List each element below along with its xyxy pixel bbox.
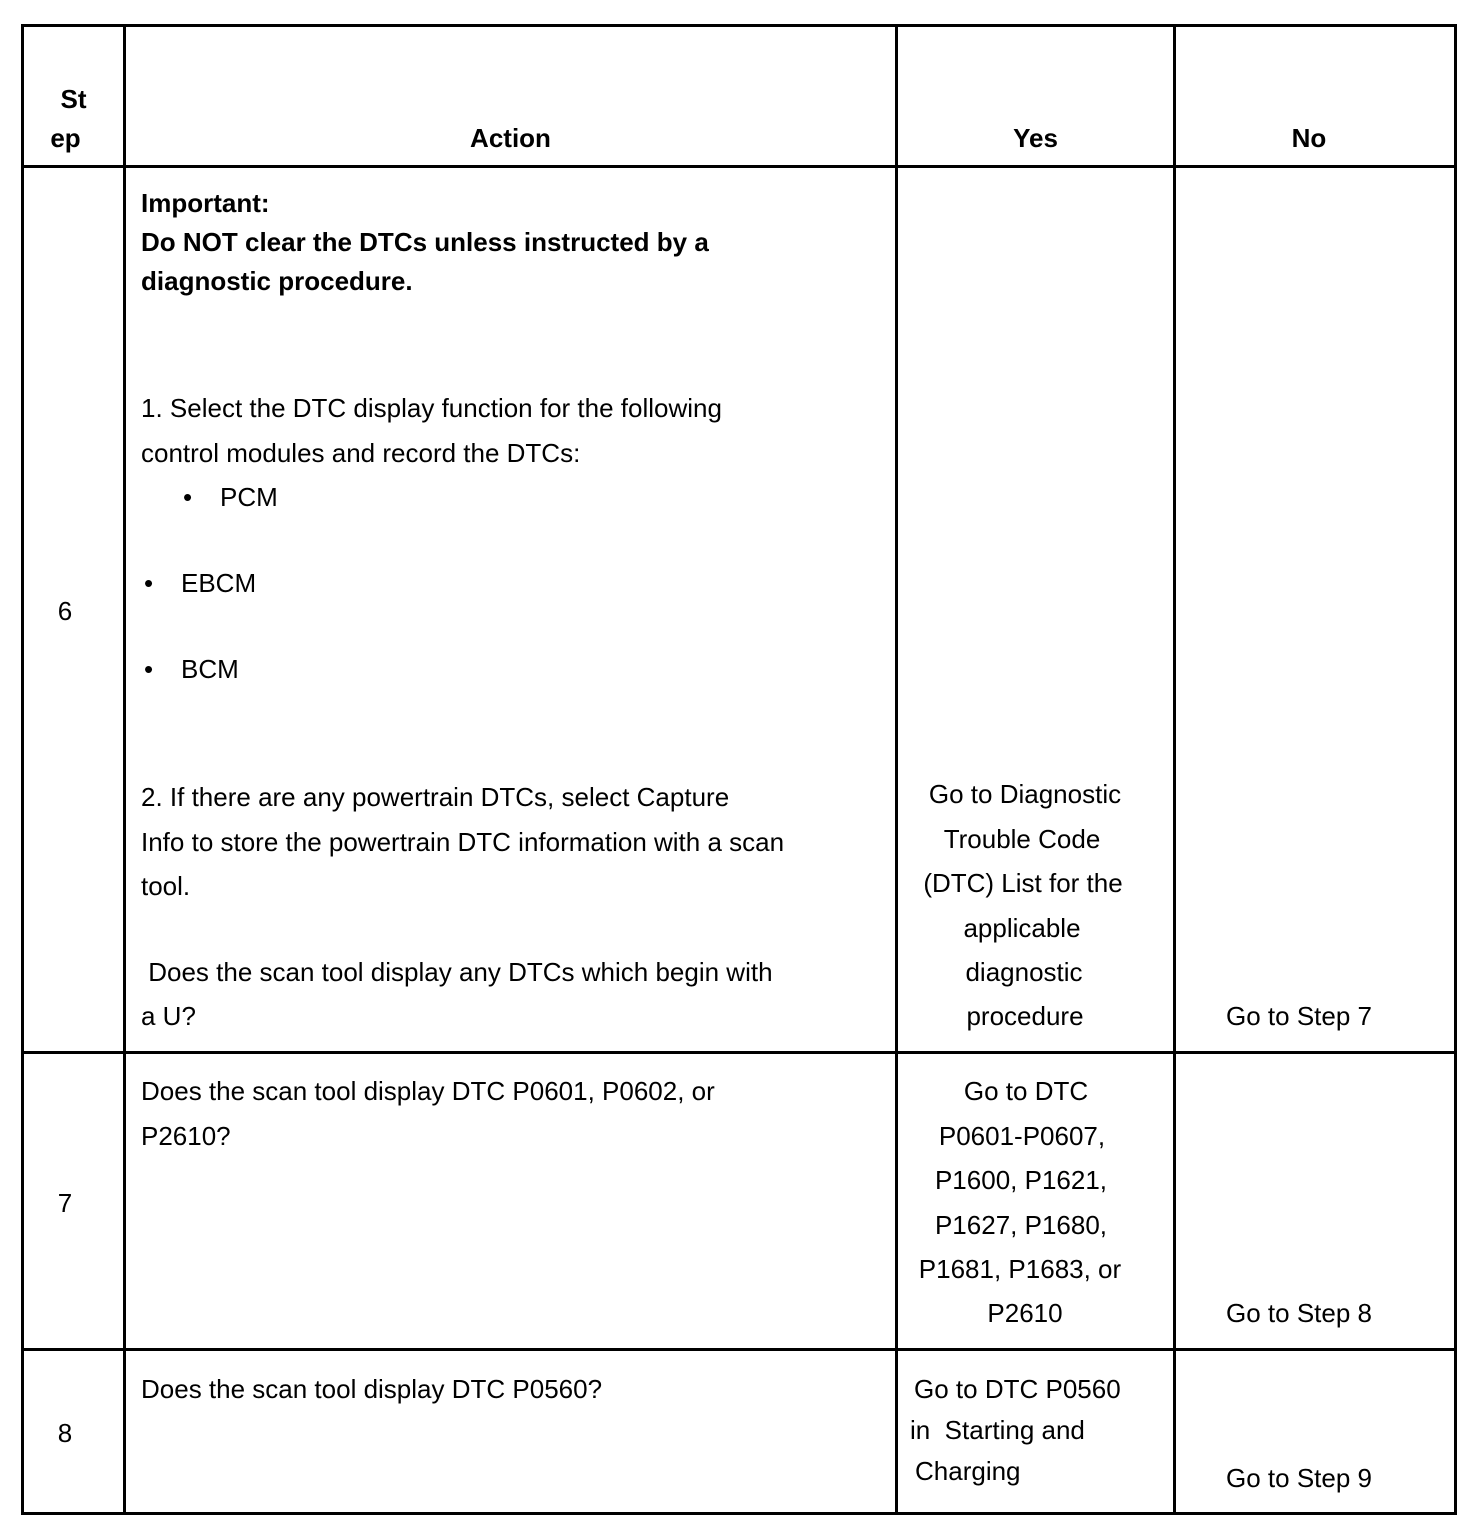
item1-line2: control modules and record the DTCs: <box>141 438 581 468</box>
yes-7-line6: P2610 <box>987 1298 1063 1328</box>
yes-7-line3: P1600, P1621, <box>934 1165 1108 1195</box>
row-divider-7 <box>21 1348 1457 1351</box>
row-divider-6 <box>21 1051 1457 1054</box>
yes-7-line5: P1681, P1683, or <box>918 1254 1122 1284</box>
important-text-line2: diagnostic procedure. <box>141 266 413 296</box>
question-6-line1: Does the scan tool display any DTCs which begin with <box>141 957 773 987</box>
yes-8-line1: Go to DTC P0560 <box>914 1374 1121 1404</box>
header-action: Action <box>470 123 551 153</box>
row-divider-header <box>21 165 1457 168</box>
item2-line3: tool. <box>141 871 191 901</box>
question-7-line1: Does the scan tool display DTC P0601, P0602, or <box>141 1076 715 1106</box>
question-7-line2: P2610? <box>141 1121 231 1151</box>
yes-6-line4: applicable <box>963 913 1081 943</box>
bullet-pcm: PCM <box>220 482 278 512</box>
item1-line1: 1. Select the DTC display function for the following <box>141 393 722 423</box>
header-step-line1: St <box>60 84 87 114</box>
col-divider-step <box>123 24 126 1515</box>
header-yes: Yes <box>1013 123 1058 153</box>
bullet-dot-pcm: • <box>183 482 193 512</box>
important-label: Important: <box>141 188 270 218</box>
step-number-6: 6 <box>57 596 73 626</box>
bullet-dot-bcm: • <box>144 654 154 684</box>
header-no: No <box>1291 123 1327 153</box>
yes-7-line2: P0601-P0607, <box>938 1121 1106 1151</box>
important-text-line1: Do NOT clear the DTCs unless instructed by a <box>141 227 709 257</box>
item2-line2: Info to store the powertrain DTC information with a scan <box>141 827 785 857</box>
question-6-line2: a U? <box>141 1001 196 1031</box>
header-step-line2: ep <box>50 123 81 153</box>
bullet-ebcm: EBCM <box>181 568 257 598</box>
yes-6-line1: Go to Diagnostic <box>928 779 1122 809</box>
yes-8-line3: Charging <box>915 1456 1021 1486</box>
question-8: Does the scan tool display DTC P0560? <box>141 1374 603 1404</box>
yes-7-line4: P1627, P1680, <box>934 1210 1108 1240</box>
step-number-8: 8 <box>57 1418 73 1448</box>
no-6: Go to Step 7 <box>1226 1001 1372 1031</box>
step-number-7: 7 <box>57 1188 73 1218</box>
yes-6-line6: procedure <box>966 1001 1084 1031</box>
yes-6-line2: Trouble Code <box>943 824 1101 854</box>
bullet-dot-ebcm: • <box>144 568 154 598</box>
yes-8-line2: in Starting and <box>910 1415 1085 1445</box>
no-8: Go to Step 9 <box>1226 1463 1372 1493</box>
bullet-bcm: BCM <box>181 654 239 684</box>
item2-line1: 2. If there are any powertrain DTCs, select Capture <box>141 782 730 812</box>
yes-7-line1: Go to DTC <box>963 1076 1089 1106</box>
yes-6-line5: diagnostic <box>965 957 1083 987</box>
yes-6-line3: (DTC) List for the <box>923 868 1123 898</box>
no-7: Go to Step 8 <box>1226 1298 1372 1328</box>
